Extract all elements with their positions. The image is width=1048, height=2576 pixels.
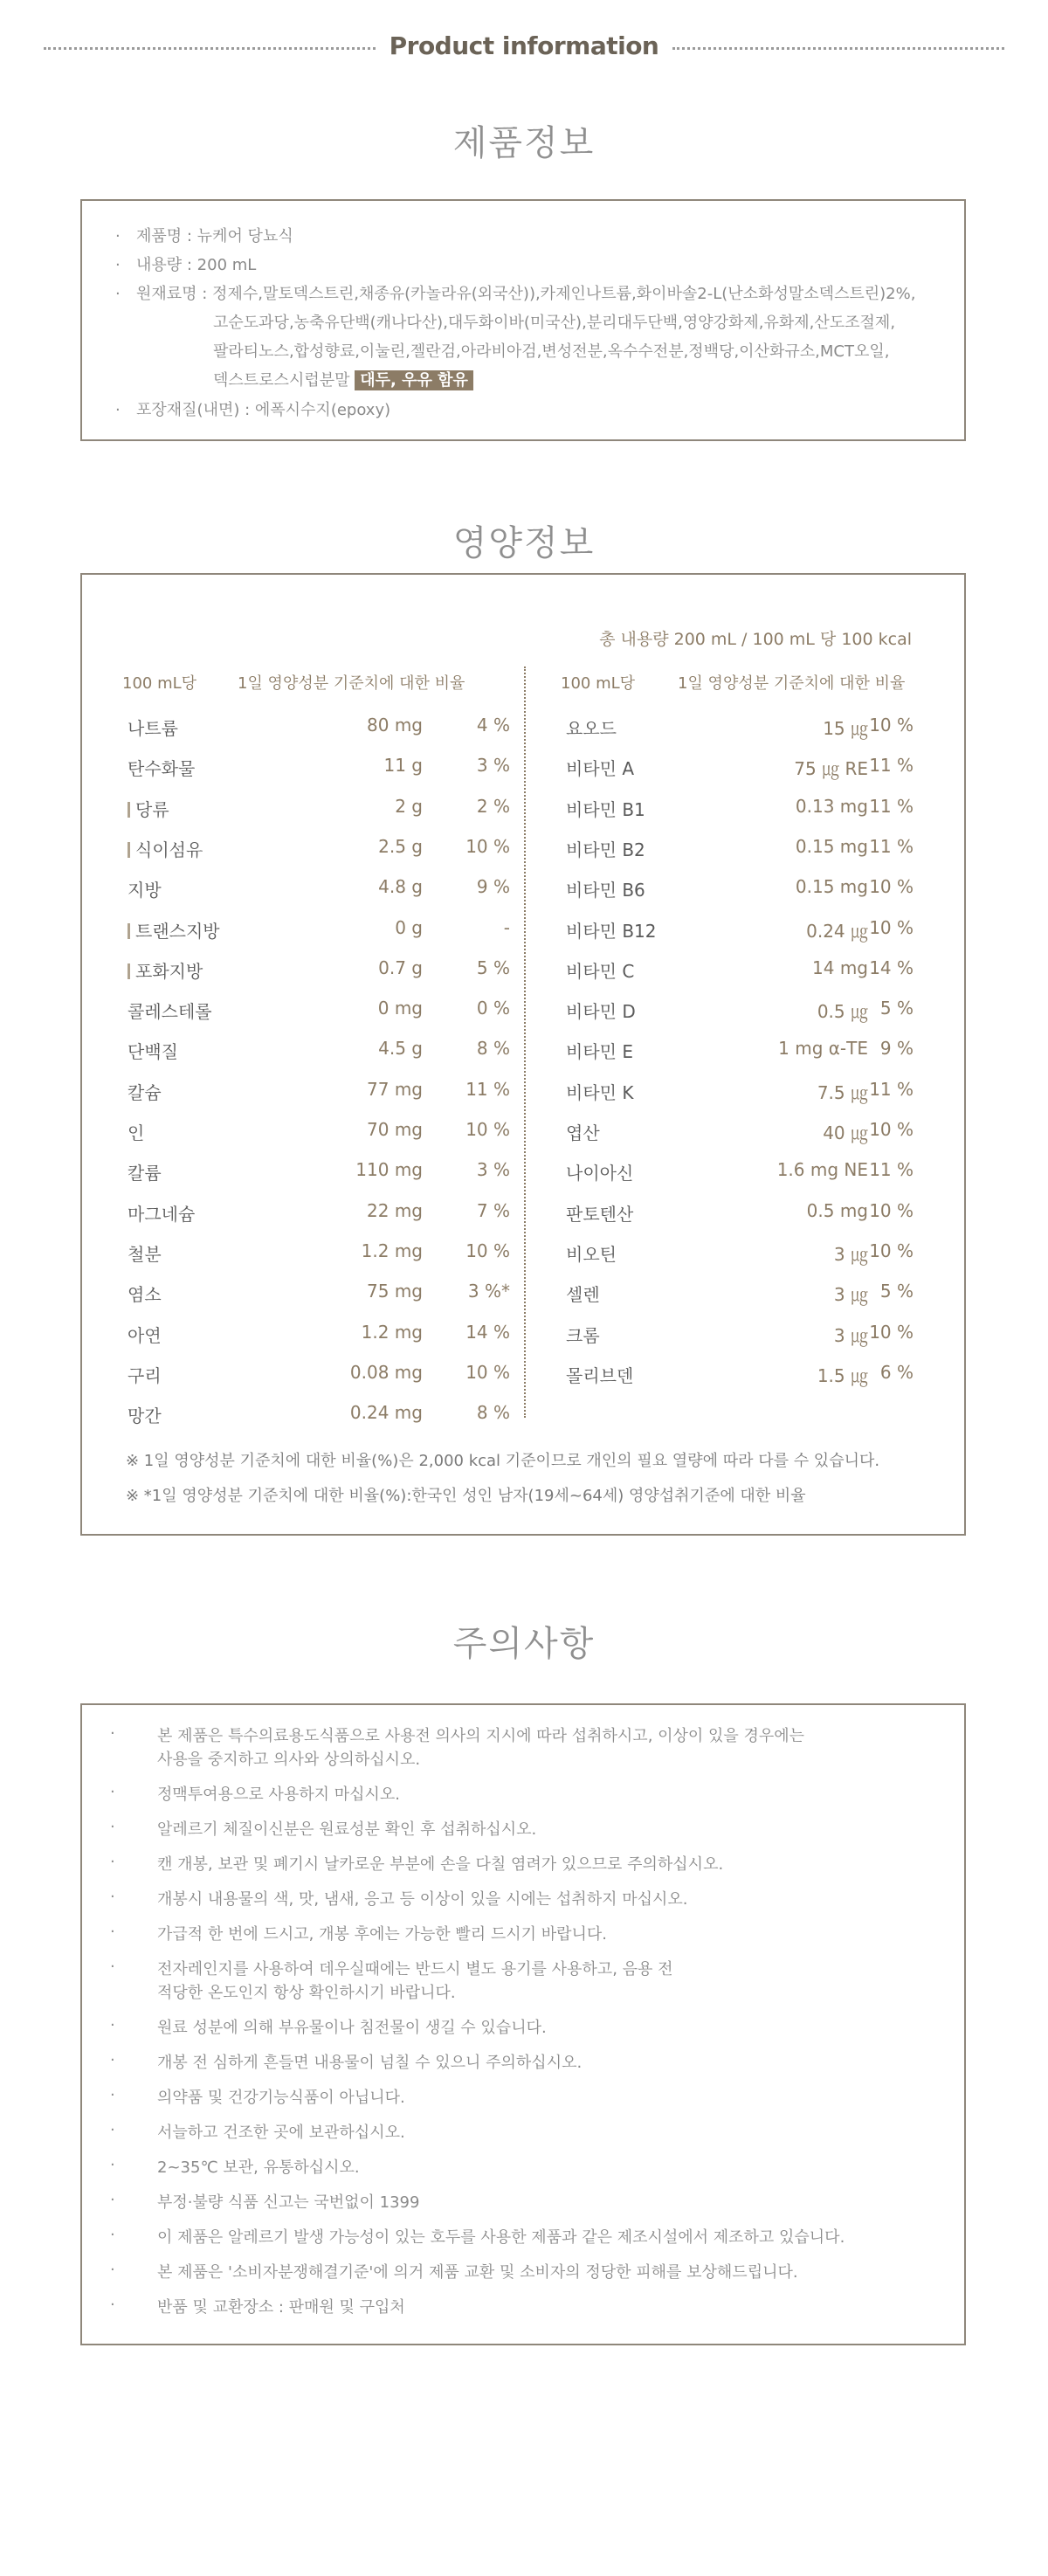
col-per-left: 100 mL당	[122, 674, 197, 693]
nutrient-percent: -	[503, 916, 510, 938]
nutrient-amount: 75 ㎍ RE	[794, 758, 868, 780]
nutrient-name-text: 비타민 C	[566, 960, 635, 982]
nutrient-name-text: 탄수화물	[128, 758, 196, 780]
nutrient-name-text: 철분	[128, 1243, 162, 1265]
nutrient-name	[566, 796, 645, 821]
nutrient-percent: 10 %	[869, 1321, 914, 1343]
caution-text: 적당한 온도인지 항상 확인하시기 바랍니다.	[157, 1984, 456, 2002]
nutrient-row	[82, 755, 964, 795]
nutrient-name-text: 마그네슘	[128, 1203, 196, 1225]
nutrient-name-text: 망간	[128, 1405, 162, 1427]
bullet: ·	[110, 1958, 115, 1976]
nutrient-name	[566, 917, 657, 943]
nutrient-amount: 0 mg	[377, 998, 423, 1019]
nutrient-name	[566, 836, 645, 861]
nutrient-amount: 0.08 mg	[349, 1361, 423, 1383]
caution-text: 사용을 중지하고 의사와 상의하십시오.	[157, 1751, 421, 1769]
nutrient-name-text: 염소	[128, 1284, 162, 1306]
product-info-box	[80, 199, 966, 441]
caution-text: 가급적 한 번에 드시고, 개봉 후에는 가능한 빨리 드시기 바랍니다.	[157, 1925, 608, 1944]
product-volume-line: · 내용량 : 200 mL	[115, 256, 257, 274]
nutrient-name	[566, 1362, 633, 1387]
nutrient-name-text: 비타민 B12	[566, 920, 657, 942]
bullet: ·	[110, 2086, 115, 2104]
nutrient-name-text: 식이섬유	[135, 839, 203, 860]
nutrient-name-text: 판토텐산	[566, 1203, 634, 1225]
nutrient-percent: 10 %	[465, 1119, 510, 1140]
nutrient-name-text: 나이아신	[566, 1163, 634, 1184]
nutrition-total: 총 내용량 200 mL / 100 mL 당 100 kcal	[599, 630, 912, 649]
nutrient-percent: 9 %	[879, 1038, 914, 1060]
bullet: ·	[110, 2121, 115, 2139]
bullet: ·	[110, 2296, 115, 2314]
nutrient-percent: 11 %	[869, 795, 914, 817]
product-name-line: · 제품명 : 뉴케어 당뇨식	[115, 227, 293, 245]
caution-title: 주의사항	[452, 1624, 596, 1664]
nutrient-row	[82, 1159, 964, 1199]
nutrient-name	[566, 1119, 600, 1144]
nutrient-percent: 4 %	[476, 715, 510, 736]
nutrient-percent: 5 %	[879, 998, 914, 1019]
nutrient-amount: 0.24 mg	[349, 1402, 423, 1424]
nutrient-percent: 10 %	[465, 1361, 510, 1383]
packaging: 포장재질(내면) : 에폭시수지(epoxy)	[136, 401, 391, 419]
caution-text: 부정·불량 식품 신고는 국번없이 1399	[157, 2193, 420, 2212]
nutrient-name-text: 비타민 B1	[566, 798, 645, 820]
nutrient-percent: 10 %	[869, 876, 914, 898]
nutrient-amount: 14 mg	[812, 957, 868, 978]
nutrient-row	[82, 1200, 964, 1240]
nutrient-amount: 0.24 ㎍	[806, 920, 868, 942]
nutrient-amount: 77 mg	[367, 1078, 423, 1100]
nutrient-amount: 3 ㎍	[833, 1324, 868, 1346]
caution-text: 반품 및 교환장소 : 판매원 및 구입처	[157, 2298, 405, 2317]
nutrient-amount: 3 ㎍	[833, 1243, 868, 1265]
nutrient-amount: 4.5 g	[378, 1038, 423, 1060]
nutrient-name	[566, 957, 634, 983]
caution-text: 본 제품은 특수의료용도식품으로 사용전 의사의 지시에 따라 섭취하시고, 이상이 있을 경우에는	[157, 1727, 805, 1745]
col-pct-right: 1일 영양성분 기준치에 대한 비율	[678, 674, 906, 693]
nutrient-name	[566, 1200, 633, 1226]
nutrient-percent: 11 %	[869, 1078, 914, 1100]
bullet: ·	[110, 1853, 115, 1871]
nutrient-amount: 0.13 mg	[795, 795, 868, 817]
caution-text: 개봉 전 심하게 흔들면 내용물이 넘칠 수 있으니 주의하십시오.	[157, 2054, 583, 2072]
nutrient-percent: 3 %*	[467, 1281, 510, 1302]
nutrient-percent: 10 %	[869, 715, 914, 736]
nutrient-amount: 2.5 g	[378, 835, 423, 857]
nutrient-percent: 8 %	[476, 1038, 510, 1060]
nutrient-row	[82, 1119, 964, 1159]
nutrient-amount: 110 mg	[355, 1159, 423, 1181]
nutrient-row	[82, 957, 964, 998]
nutrient-name	[566, 1322, 600, 1347]
nutrient-amount: 80 mg	[367, 715, 423, 736]
header-title: Product information	[389, 31, 659, 60]
nutrient-row	[82, 1402, 964, 1442]
nutrient-row	[82, 1038, 964, 1078]
nutrient-row	[82, 876, 964, 916]
nutrient-name	[128, 1402, 162, 1427]
nutrient-amount: 1 mg α-TE	[778, 1038, 868, 1060]
nutrient-percent: 11 %	[869, 1159, 914, 1181]
header-dots-right	[672, 47, 1004, 50]
nutrient-amount: 1.2 mg	[361, 1321, 423, 1343]
nutrient-row	[82, 1362, 964, 1402]
nutrient-name	[566, 1240, 617, 1266]
nutrient-percent: 14 %	[869, 957, 914, 978]
nutrient-row	[82, 1079, 964, 1119]
nutrient-row	[82, 796, 964, 836]
nutrient-name-text: 비타민 K	[566, 1081, 634, 1103]
caution-text: 알레르기 체질이신분은 원료성분 확인 후 섭취하십시오.	[157, 1820, 537, 1839]
nutrient-name-text: 지방	[128, 880, 162, 901]
nutrient-name-text: 셀렌	[566, 1284, 600, 1306]
nutrient-name-text: 칼슘	[128, 1081, 162, 1103]
ingredients-4: 덱스트로스시럽분말	[213, 371, 350, 390]
nutrient-amount: 7.5 ㎍	[817, 1081, 868, 1103]
ingredients-line: · 원재료명 : 정제수,말토덱스트린,채종유(카놀라유(외국산)),카제인나트륨,화이바솔2-L(난소화성말소덱스트린)2%,	[115, 285, 916, 303]
caution-box	[80, 1703, 966, 2345]
nutrient-name-text: 비오틴	[566, 1243, 617, 1265]
caution-text: 캔 개봉, 보관 및 폐기시 날카로운 부분에 손을 다칠 염려가 있으므로 주의하십시오.	[157, 1855, 724, 1874]
nutrient-amount: 22 mg	[367, 1199, 423, 1221]
nutrient-row	[82, 715, 964, 755]
nutrient-percent: 10 %	[869, 916, 914, 938]
section-header	[0, 0, 1048, 96]
bullet: ·	[110, 1923, 115, 1941]
nutrient-percent: 10 %	[465, 1240, 510, 1261]
nutrient-name-text: 엽산	[566, 1122, 600, 1143]
product-volume: 내용량 : 200 mL	[136, 256, 257, 274]
nutrient-row	[82, 1322, 964, 1362]
nutrient-amount: 40 ㎍	[823, 1122, 868, 1143]
nutrient-percent: 3 %	[476, 1159, 510, 1181]
nutrient-amount: 2 g	[395, 795, 423, 817]
col-pct-left: 1일 영양성분 기준치에 대한 비율	[238, 674, 465, 693]
nutrient-amount: 11 g	[383, 755, 423, 777]
nutrient-amount: 0.5 mg	[806, 1199, 868, 1221]
nutrient-name	[566, 998, 636, 1023]
ingredients-3: 팔라티노스,합성향료,이눌린,젤란검,아라비아검,변성전분,옥수수전분,정백당,이산화규소,MCT오일,	[213, 342, 890, 361]
bullet: ·	[110, 1724, 115, 1743]
nutrient-name-text: 인	[128, 1122, 145, 1143]
nutrient-percent: 11 %	[869, 755, 914, 777]
nutrient-name-text: 나트륨	[128, 718, 178, 739]
caution-text: 2~35℃ 보관, 유통하십시오.	[157, 2158, 360, 2177]
caution-text: 본 제품은 '소비자분쟁해결기준'에 의거 제품 교환 및 소비자의 정당한 피해를 보상해드립니다.	[157, 2263, 798, 2282]
bullet: ·	[110, 2261, 115, 2279]
nutrient-percent: 10 %	[869, 1119, 914, 1140]
nutrient-percent: 9 %	[476, 876, 510, 898]
nutrient-name-text: 아연	[128, 1324, 162, 1346]
nutrient-name	[566, 1281, 600, 1306]
caution-text: 이 제품은 알레르기 발생 가능성이 있는 호두를 사용한 제품과 같은 제조시설에서 제조하고 있습니다.	[157, 2228, 845, 2247]
caution-text: 정맥투여용으로 사용하지 마십시오.	[157, 1785, 400, 1804]
nutrition-title: 영양정보	[452, 523, 596, 563]
nutrient-percent: 0 %	[476, 998, 510, 1019]
nutrient-name-text: 단백질	[128, 1041, 178, 1063]
nutrient-amount: 0.15 mg	[795, 876, 868, 898]
nutrient-percent: 5 %	[879, 1281, 914, 1302]
nutrient-row	[82, 1240, 964, 1281]
nutrient-amount: 75 mg	[367, 1281, 423, 1302]
nutrient-amount: 70 mg	[367, 1119, 423, 1140]
bullet: ·	[110, 2191, 115, 2209]
nutrient-percent: 3 %	[476, 755, 510, 777]
nutrient-percent: 11 %	[465, 1078, 510, 1100]
bullet: ·	[110, 2156, 115, 2174]
bullet: ·	[110, 1888, 115, 1906]
nutrient-amount: 1.6 mg NE	[776, 1159, 868, 1181]
nutrient-percent: 7 %	[476, 1199, 510, 1221]
nutrient-name-text: 비타민 B6	[566, 880, 645, 901]
nutrient-name-text: 요오드	[566, 718, 617, 739]
caution-text: 의약품 및 건강기능식품이 아닙니다.	[157, 2089, 405, 2107]
product-info-title: 제품정보	[452, 123, 596, 163]
bullet: ·	[110, 2226, 115, 2244]
nutrient-amount: 0 g	[395, 916, 423, 938]
nutrient-name	[566, 1159, 633, 1184]
caution-text: 전자레인지를 사용하여 데우실때에는 반드시 별도 용기를 사용하고, 음용 전	[157, 1960, 673, 1979]
nutrient-name	[566, 1079, 633, 1104]
nutrient-name	[566, 755, 634, 780]
nutrient-amount: 1.5 ㎍	[817, 1364, 868, 1386]
caution-text: 개봉시 내용물의 색, 맛, 냄새, 응고 등 이상이 있을 시에는 섭취하지 마십시오.	[157, 1890, 688, 1909]
nutrition-note-1: ※ 1일 영양성분 기준치에 대한 비율(%)은 2,000 kcal 기준이므로 개인의 필요 열량에 따라 다를 수 있습니다.	[126, 1452, 880, 1470]
bullet: ·	[110, 2051, 115, 2069]
nutrient-name	[566, 1038, 633, 1063]
nutrient-row	[82, 998, 964, 1038]
nutrient-name-text: 비타민 D	[566, 1001, 636, 1023]
nutrient-row	[82, 1281, 964, 1321]
product-name: 제품명 : 뉴케어 당뇨식	[136, 227, 293, 245]
nutrient-amount: 0.15 mg	[795, 835, 868, 857]
nutrient-name-text: 포화지방	[135, 960, 203, 982]
nutrient-percent: 2 %	[476, 795, 510, 817]
nutrient-amount: 1.2 mg	[361, 1240, 423, 1261]
nutrition-note-2: ※ *1일 영양성분 기준치에 대한 비율(%):한국인 성인 남자(19세~64세) 영양섭취기준에 대한 비율	[126, 1487, 806, 1505]
ingredients-2: 고순도과당,농축유단백(캐나다산),대두화이바(미국산),분리대두단백,영양강화제,유화제,산도조절제,	[213, 314, 896, 332]
nutrition-box	[80, 573, 966, 1536]
nutrient-name-text: 비타민 E	[566, 1041, 633, 1063]
nutrient-name-text: 트랜스지방	[135, 920, 220, 942]
nutrient-name-text: 구리	[128, 1364, 162, 1386]
nutrient-name-text: 비타민 A	[566, 758, 634, 780]
nutrient-name-text: 몰리브덴	[566, 1364, 634, 1386]
bullet: ·	[110, 1818, 115, 1836]
nutrient-name-text: 콜레스테롤	[128, 1001, 212, 1023]
allergen-badge: 대두, 우유 함유	[355, 370, 473, 390]
nutrient-name-text: 크롬	[566, 1324, 600, 1346]
ingredients-1: 원재료명 : 정제수,말토덱스트린,채종유(카놀라유(외국산)),카제인나트륨,화이바솔2-L(난소화성말소덱스트린)2%,	[136, 285, 916, 303]
nutrient-name-text: 당류	[135, 798, 169, 820]
nutrient-amount: 4.8 g	[378, 876, 423, 898]
nutrient-percent: 10 %	[465, 835, 510, 857]
nutrient-amount: 3 ㎍	[833, 1284, 868, 1306]
bullet: ·	[110, 2016, 115, 2034]
nutrient-percent: 10 %	[869, 1240, 914, 1261]
bullet: ·	[110, 1783, 115, 1801]
nutrient-percent: 8 %	[476, 1402, 510, 1424]
nutrient-percent: 5 %	[476, 957, 510, 978]
nutrient-amount: 15 ㎍	[823, 718, 868, 739]
nutrient-row	[82, 917, 964, 957]
nutrient-name-text: 칼륨	[128, 1163, 162, 1184]
caution-text: 원료 성분에 의해 부유물이나 침전물이 생길 수 있습니다.	[157, 2019, 547, 2037]
nutrient-name-text: 비타민 B2	[566, 839, 645, 860]
nutrient-name	[566, 876, 645, 901]
nutrient-percent: 6 %	[879, 1361, 914, 1383]
packaging-line: · 포장재질(내면) : 에폭시수지(epoxy)	[115, 401, 391, 419]
ingredients-4-line	[213, 368, 473, 390]
nutrient-percent: 10 %	[869, 1199, 914, 1221]
caution-text: 서늘하고 건조한 곳에 보관하십시오.	[157, 2124, 405, 2142]
nutrient-percent: 11 %	[869, 835, 914, 857]
nutrient-amount: 0.5 ㎍	[817, 1001, 868, 1023]
nutrient-amount: 0.7 g	[378, 957, 423, 978]
nutrient-name	[566, 715, 617, 740]
col-per-right: 100 mL당	[561, 674, 636, 693]
nutrient-percent: 14 %	[465, 1321, 510, 1343]
nutrient-row	[82, 836, 964, 876]
